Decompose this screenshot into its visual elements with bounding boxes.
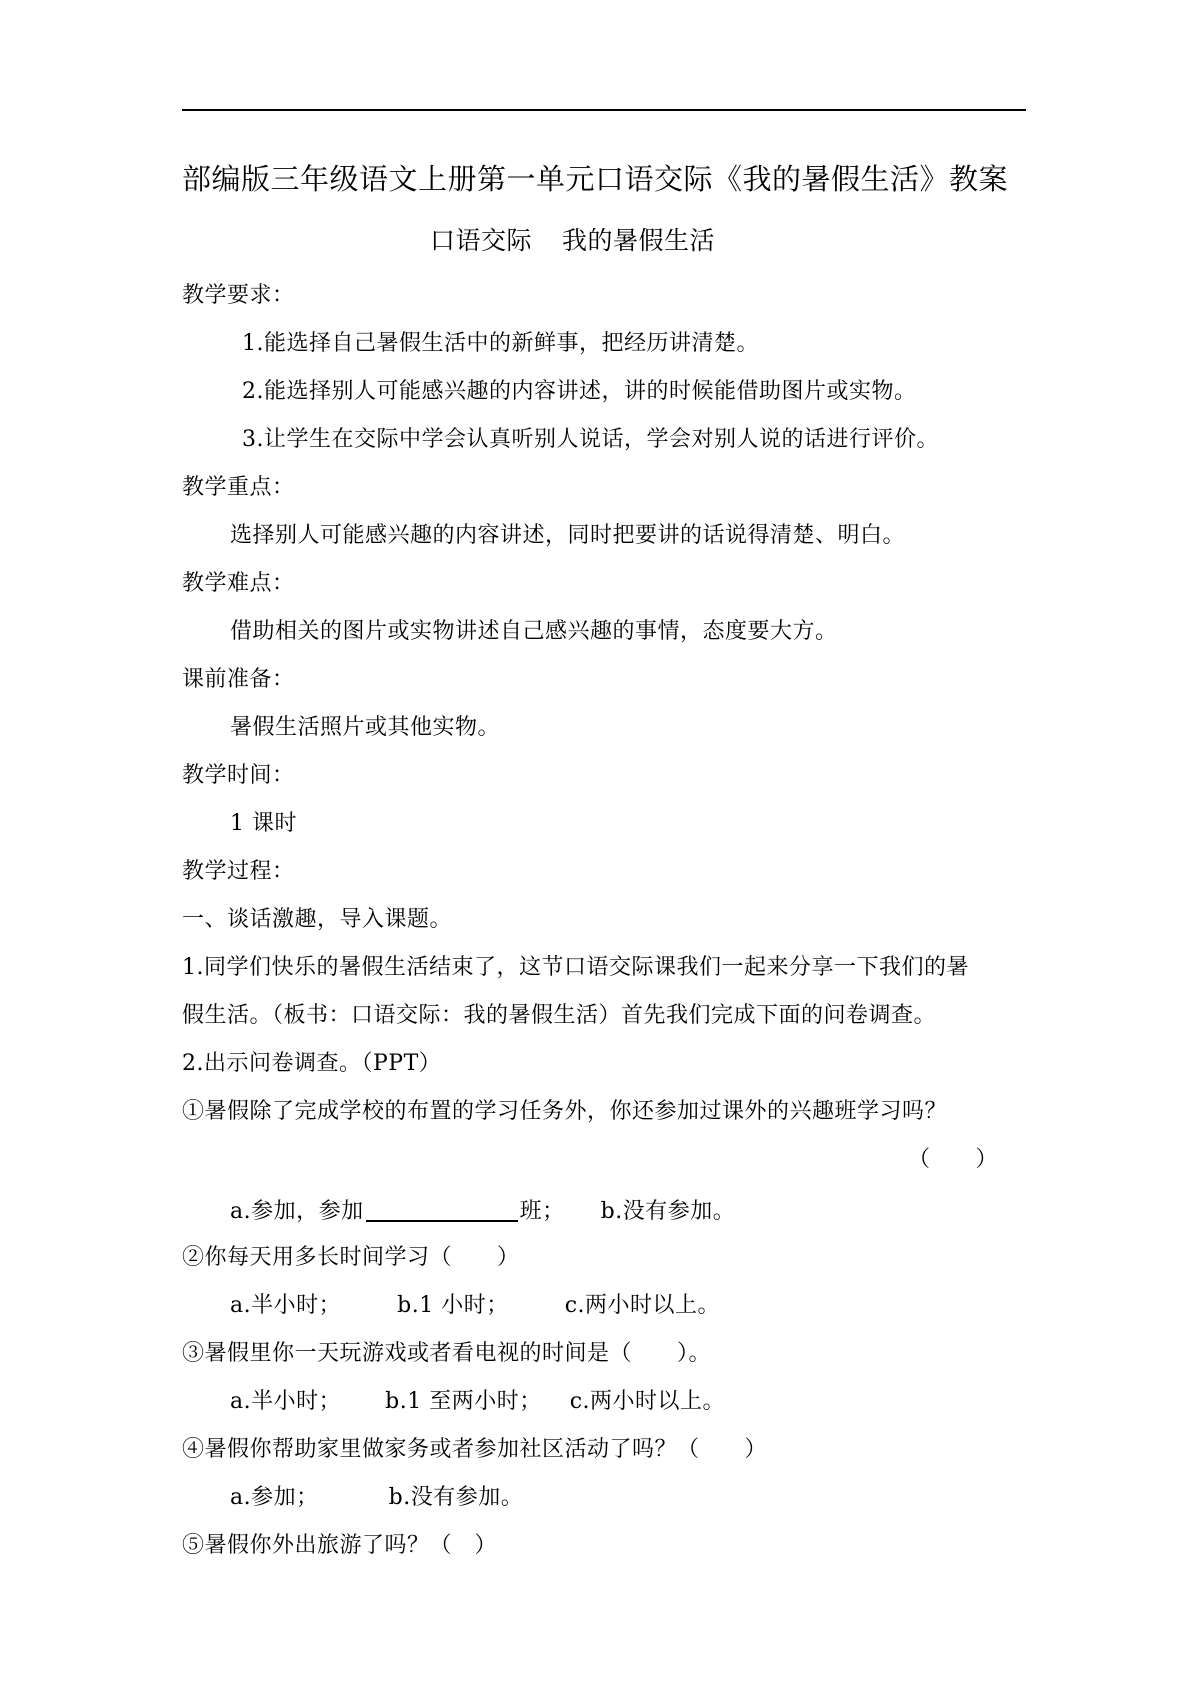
requirement-item-3: 3.让学生在交际中学会认真听别人说话，学会对别人说的话进行评价。	[242, 427, 939, 452]
question-3: ③暑假里你一天玩游戏或者看电视的时间是（ ）。	[182, 1341, 712, 1366]
subtitle-part-2: 我的暑假生活	[562, 226, 716, 255]
q2-option-c: c.两小时以上。	[564, 1293, 721, 1318]
q1-option-a-suffix: 班；	[519, 1199, 565, 1224]
document-subtitle	[430, 224, 715, 258]
q2-option-a: a.半小时；	[230, 1293, 342, 1318]
question-1-options	[230, 1197, 735, 1227]
process-paragraph-1-line-1: 1.同学们快乐的暑假生活结束了，这节口语交际课我们一起来分享一下我们的暑	[182, 955, 969, 980]
q4-option-b: b.没有参加。	[388, 1485, 524, 1510]
question-1-answer-bracket: （ ）	[908, 1147, 999, 1172]
requirements-heading: 教学要求：	[182, 283, 295, 308]
q1-option-b: b.没有参加。	[600, 1199, 736, 1224]
difficulties-heading: 教学难点：	[182, 571, 295, 596]
question-3-options	[230, 1387, 725, 1417]
question-1: ①暑假除了完成学校的布置的学习任务外，你还参加过课外的兴趣班学习吗？	[182, 1099, 948, 1124]
process-paragraph-2: 2.出示问卷调查。（PPT）	[182, 1051, 442, 1076]
question-4-options	[230, 1483, 523, 1513]
q4-option-a: a.参加；	[230, 1485, 319, 1510]
time-heading: 教学时间：	[182, 763, 295, 788]
header-rule	[182, 109, 1026, 111]
key-points-text: 选择别人可能感兴趣的内容讲述，同时把要讲的话说得清楚、明白。	[230, 523, 906, 548]
process-heading: 教学过程：	[182, 859, 295, 884]
q2-option-b: b.1 小时；	[397, 1293, 509, 1318]
question-4: ④暑假你帮助家里做家务或者参加社区活动了吗？（ ）	[182, 1437, 768, 1462]
q1-fill-blank	[366, 1198, 518, 1222]
document-title: 部编版三年级语文上册第一单元口语交际《我的暑假生活》教案	[182, 162, 1009, 196]
subtitle-part-1: 口语交际	[430, 226, 533, 255]
time-text: 1 课时	[230, 811, 297, 836]
key-points-heading: 教学重点：	[182, 475, 295, 500]
question-2-options	[230, 1291, 720, 1321]
preparation-text: 暑假生活照片或其他实物。	[230, 715, 501, 740]
preparation-heading: 课前准备：	[182, 667, 295, 692]
process-section-1: 一、谈话激趣，导入课题。	[182, 907, 453, 932]
q1-option-a-prefix: a.参加，参加	[230, 1199, 364, 1224]
requirement-item-1: 1.能选择自己暑假生活中的新鲜事，把经历讲清楚。	[242, 331, 759, 356]
question-5: ⑤暑假你外出旅游了吗？（ ）	[182, 1533, 498, 1558]
q3-option-b: b.1 至两小时；	[385, 1389, 542, 1414]
difficulties-text: 借助相关的图片或实物讲述自己感兴趣的事情，态度要大方。	[230, 619, 838, 644]
requirement-item-2: 2.能选择别人可能感兴趣的内容讲述，讲的时候能借助图片或实物。	[242, 379, 917, 404]
question-2: ②你每天用多长时间学习（ ）	[182, 1245, 520, 1270]
process-paragraph-1-line-2: 假生活。（板书：口语交际：我的暑假生活）首先我们完成下面的问卷调查。	[182, 1003, 937, 1028]
q3-option-c: c.两小时以上。	[569, 1389, 726, 1414]
q3-option-a: a.半小时；	[230, 1389, 342, 1414]
